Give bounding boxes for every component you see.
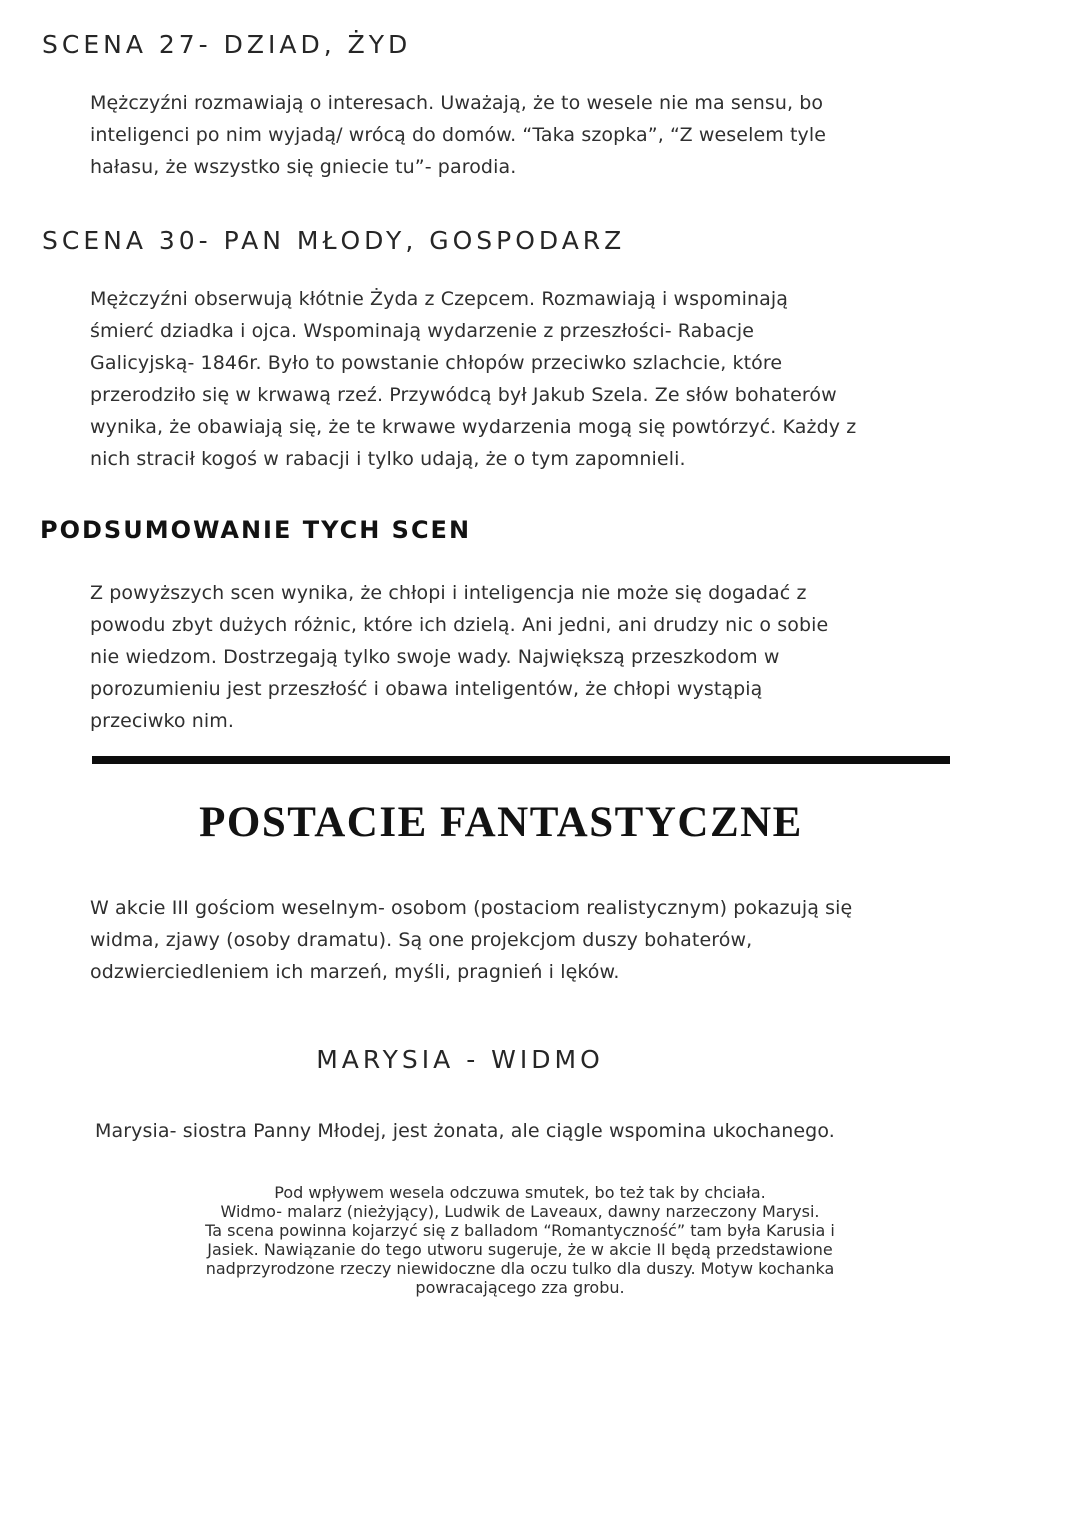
- postacie-fantastyczne-paragraph: [90, 892, 1030, 988]
- scene-27-paragraph: [90, 87, 1030, 183]
- text-line: Widmo- malarz (nieżyjący), Ludwik de Laveaux, dawny narzeczony Marysi.: [220, 1202, 820, 1221]
- text-line: porozumieniu jest przeszłość i obawa inteligentów, że chłopi wystąpią: [90, 678, 763, 700]
- section-title-postacie-fantastyczne: POSTACIE FANTASTYCZNE: [199, 799, 803, 846]
- text-line: Ta scena powinna kojarzyć się z balladom “Romantyczność” tam była Karusia i: [205, 1221, 835, 1240]
- text-line: Jasiek. Nawiązanie do tego utworu sugeruje, że w akcie II będą przedstawione: [207, 1240, 833, 1259]
- text-line: inteligenci po nim wyjadą/ wrócą do domów. “Taka szopka”, “Z weselem tyle: [90, 124, 827, 146]
- section-title-marysia-widmo: MARYSIA - WIDMO: [316, 1045, 604, 1074]
- text-line: Z powyższych scen wynika, że chłopi i inteligencja nie może się dogadać z: [90, 582, 807, 604]
- text-line: hałasu, że wszystko się gniecie tu”- parodia.: [90, 156, 517, 178]
- section-title-scene-30: SCENA 30- PAN MŁODY, GOSPODARZ: [42, 226, 626, 255]
- text-line: Galicyjską- 1846r. Było to powstanie chłopów przeciwko szlachcie, które: [90, 352, 783, 374]
- section-title-podsumowanie: PODSUMOWANIE TYCH SCEN: [40, 516, 472, 544]
- marysia-lead-line: Marysia- siostra Panny Młodej, jest żonata, ale ciągle wspomina ukochanego.: [95, 1120, 835, 1142]
- scene-30-paragraph: [90, 283, 1030, 475]
- text-line: śmierć dziadka i ojca. Wspominają wydarzenie z przeszłości- Rabacje: [90, 320, 755, 342]
- section-title-scene-27: SCENA 27- DZIAD, ŻYD: [42, 30, 412, 59]
- text-line: W akcie III gościom weselnym- osobom (postaciom realistycznym) pokazują się: [90, 897, 853, 919]
- text-line: widma, zjawy (osoby dramatu). Są one projekcjom duszy bohaterów,: [90, 929, 753, 951]
- marysia-widmo-paragraph: [0, 1183, 1080, 1297]
- text-line: Mężczyźni rozmawiają o interesach. Uważają, że to wesele nie ma sensu, bo: [90, 92, 824, 114]
- section-divider-rule: [92, 756, 950, 764]
- text-line: nadprzyrodzone rzeczy niewidoczne dla oczu tulko dla duszy. Motyw kochanka: [205, 1259, 835, 1278]
- text-line: wynika, że obawiają się, że te krwawe wydarzenia mogą się powtórzyć. Każdy z: [90, 416, 857, 438]
- text-line: powodu zbyt dużych różnic, które ich dzielą. Ani jedni, ani drudzy nic o sobie: [90, 614, 829, 636]
- text-line: przerodziło się w krwawą rzeź. Przywódcą był Jakub Szela. Ze słów bohaterów: [90, 384, 837, 406]
- text-line: Pod wpływem wesela odczuwa smutek, bo też tak by chciała.: [274, 1183, 766, 1202]
- text-line: przeciwko nim.: [90, 710, 235, 732]
- summary-paragraph: [90, 577, 1030, 737]
- text-line: odzwierciedleniem ich marzeń, myśli, pragnień i lęków.: [90, 961, 620, 983]
- text-line: powracającego zza grobu.: [415, 1278, 625, 1297]
- text-line: nich stracił kogoś w rabacji i tylko udają, że o tym zapomnieli.: [90, 448, 686, 470]
- text-line: Mężczyźni obserwują kłótnie Żyda z Czepcem. Rozmawiają i wspominają: [90, 288, 788, 310]
- text-line: nie wiedzom. Dostrzegają tylko swoje wady. Największą przeszkodom w: [90, 646, 780, 668]
